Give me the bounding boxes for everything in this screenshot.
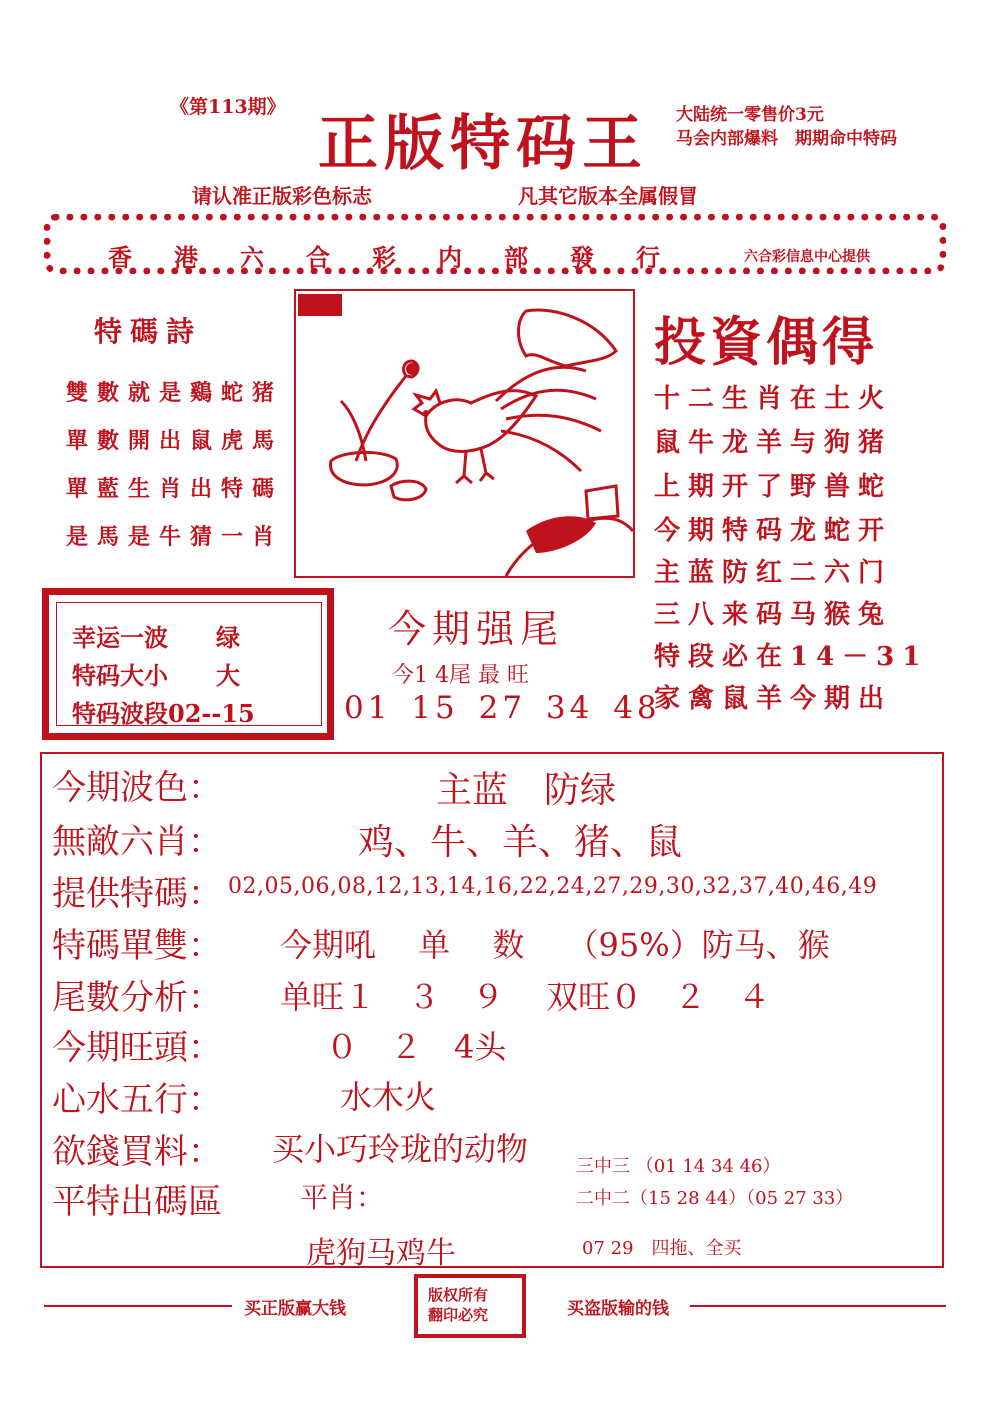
- rooster-illustration: [294, 289, 635, 578]
- special-numbers-value: 02,05,06,08,12,13,14,16,22,24,27,29,30,32,37,40,46,49: [228, 874, 878, 899]
- invest-line: 上期开了野兽蛇: [654, 472, 893, 502]
- insider-text: 马会内部爆料 期期命中特码: [676, 129, 897, 149]
- lucky-size: 特码大小 大: [72, 661, 240, 690]
- flat-label: 平特出碼區: [52, 1182, 222, 1222]
- five-elements-value: 水木火: [340, 1078, 437, 1116]
- poem-line: 是馬是牛猜一肖: [66, 524, 284, 550]
- buy-value: 买小巧玲珑的动物: [272, 1130, 529, 1168]
- tail-analysis-label: 尾數分析：: [52, 978, 222, 1018]
- poem-title: 特碼詩: [94, 315, 203, 348]
- invest-line: 家禽鼠羊今期出: [654, 684, 893, 714]
- invest-line: 主蓝防红二六门: [654, 558, 893, 588]
- wave-color-value: 主蓝 防绿: [436, 770, 617, 811]
- provider-text: 六合彩信息中心提供: [744, 249, 870, 265]
- six-zodiac-label: 無敵六肖：: [52, 822, 222, 862]
- wave-color-label: 今期波色：: [52, 768, 222, 808]
- fake-notice: 凡其它版本全属假冒: [518, 184, 698, 208]
- tail-numbers: 01 15 27 34 48: [344, 690, 661, 726]
- footer-left-text: 买正版赢大钱: [244, 1299, 346, 1319]
- footer-right-text: 买盗版输的钱: [567, 1299, 669, 1319]
- tail-analysis-value: 单旺１ ３ ９ 双旺０ ２ ４: [280, 978, 771, 1016]
- odd-even-value: 今期吼 单 数 （95%）防马、猴: [280, 926, 830, 964]
- lucky-wave: 幸运一波 绿: [72, 623, 240, 652]
- invest-line: 鼠牛龙羊与狗猪: [654, 428, 893, 458]
- copyright-line-2: 翻印必究: [428, 1306, 489, 1324]
- lucky-segment: 特码波段02--15: [72, 699, 255, 728]
- copyright-line-1: 版权所有: [428, 1286, 489, 1304]
- special-numbers-label: 提供特碼：: [52, 874, 222, 914]
- poem-line: 單藍生肖出特碼: [66, 476, 284, 502]
- verify-notice: 请认准正版彩色标志: [192, 184, 372, 208]
- three-hit-text: 三中三 （01 14 34 46）: [576, 1156, 781, 1177]
- tail-best: 今1 4尾 最 旺: [392, 663, 529, 688]
- invest-line: 三八来码马猴兔: [654, 600, 893, 630]
- issue-number: 《第113期》: [170, 96, 286, 118]
- two-hit-text: 二中二（15 28 44）（05 27 33）: [576, 1188, 854, 1209]
- buy-label: 欲錢買料：: [52, 1132, 222, 1172]
- head-label: 今期旺頭：: [52, 1028, 222, 1068]
- odd-even-label: 特碼單雙：: [52, 926, 222, 966]
- publisher-text: 香港六合彩内部發行: [108, 243, 702, 272]
- invest-line: 今期特码龙蛇开: [654, 516, 893, 546]
- invest-line: 十二生肖在土火: [654, 384, 893, 414]
- five-elements-label: 心水五行：: [52, 1080, 222, 1120]
- strong-tail-title: 今期强尾: [388, 607, 565, 651]
- flat-zodiac: 虎狗马鸡牛: [306, 1236, 456, 1271]
- head-value: ０ ２ 4头: [326, 1028, 507, 1066]
- poem-line: 單數開出鼠虎馬: [66, 428, 284, 454]
- price-text: 大陆统一零售价3元: [676, 105, 824, 125]
- footer-rule-left: [44, 1305, 232, 1307]
- six-zodiac-value: 鸡、牛、羊、猪、鼠: [358, 822, 683, 863]
- flat-value: 平肖：: [300, 1181, 385, 1214]
- rooster-icon: [296, 291, 633, 576]
- seal-stamp: [298, 294, 342, 316]
- drag-text: 07 29 四拖、全买: [582, 1238, 742, 1259]
- poem-line: 雙數就是鷄蛇猪: [66, 380, 284, 406]
- page-title: 正版特码王: [318, 109, 648, 179]
- footer-rule-right: [690, 1305, 946, 1307]
- invest-line: 特段必在14－31: [654, 642, 929, 672]
- invest-title: 投資偶得: [654, 312, 879, 373]
